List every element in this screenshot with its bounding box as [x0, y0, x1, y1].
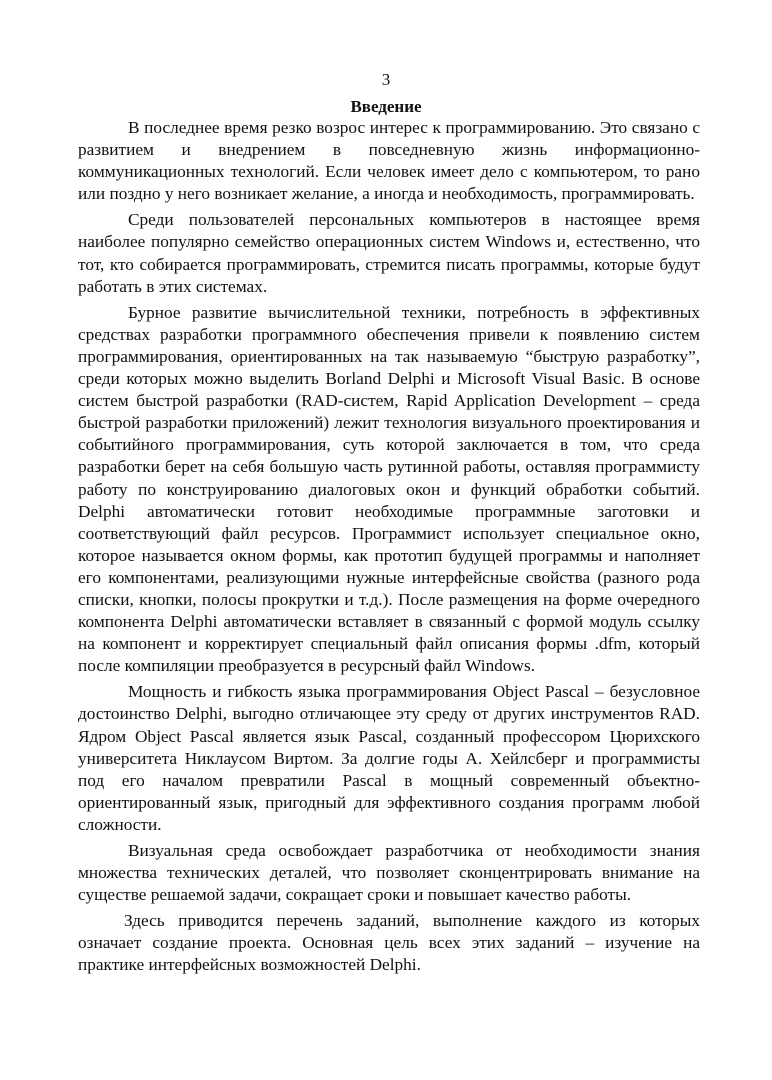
paragraph-windows-users: Среди пользователей персональных компьютеров в настоящее время наиболее популярно семейство операционных систем Windows и, естественно, что тот, кто собирается программировать, стремится писать программы, которые будут работать в этих системах. [78, 210, 700, 296]
page-title: Введение [350, 97, 422, 116]
paragraph-rad-development: Бурное развитие вычислительной техники, потребность в эффективных средствах разработки программного обеспечения привели к появлению систем программирования, ориентированных на так называемую “быструю разработку”, среди которых можно выделить Borland Delphi и Microsoft Visual Basic. В основе систем быстрой разработки (RAD-систем, Rapid Application Development – среда быстрой разработки приложений) лежит технология визуального проектирования и событийного программирования, суть которой заключается в том, что среда разработки берет на себя большую часть рутинной работы, оставляя программисту работу по конструированию диалоговых окон и функций обработки событий. Delphi автоматически готовит необходимые программные заготовки и соответствующий файл ресурсов. Программист использует специальное окно, которое называется окном формы, как прототип будущей программы и наполняет его компонентами, реализующими нужные интерфейсные свойства (разного рода списки, кнопки, полосы прокрутки и т.д.). После размещения на форме очередного компонента Delphi автоматически вставляет в связанный с формой модуль ссылку на компонент и корректирует специальный файл описания формы .dfm, который после компиляции преобразуется в ресурсный файл Windows. [78, 302, 700, 676]
paragraph-visual-environment: Визуальная среда освобождает разработчика от необходимости знания множества технических деталей, что позволяет сконцентрировать внимание на существе решаемой задачи, сокращает сроки и повышает качество работы. [78, 841, 700, 905]
page-number: 3 [381, 70, 391, 89]
body-text [78, 117, 700, 981]
paragraph-intro: В последнее время резко возрос интерес к программированию. Это связано с развитием и внедрением в повседневную жизнь информационно-коммуникационных технологий. Если человек имеет дело с компьютером, то рано или поздно у него возникает желание, а иногда и необходимость, программировать. [78, 118, 700, 204]
paragraph-tasks: Здесь приводится перечень заданий, выполнение каждого из которых означает создание проекта. Основная цель всех этих заданий – изучение на практике интерфейсных возможностей Delphi. [78, 911, 700, 975]
paragraph-object-pascal: Мощность и гибкость языка программирования Object Pascal – безусловное достоинство Delphi, выгодно отличающее эту среду от других инструментов RAD. Ядром Object Pascal является язык Pascal, созданный профессором Цюрихского университета Никлаусом Виртом. За долгие годы А. Хейлсберг и программисты под его началом превратили Pascal в мощный современный объектно-ориентированный язык, пригодный для эффективного создания программ любой сложности. [78, 682, 700, 834]
